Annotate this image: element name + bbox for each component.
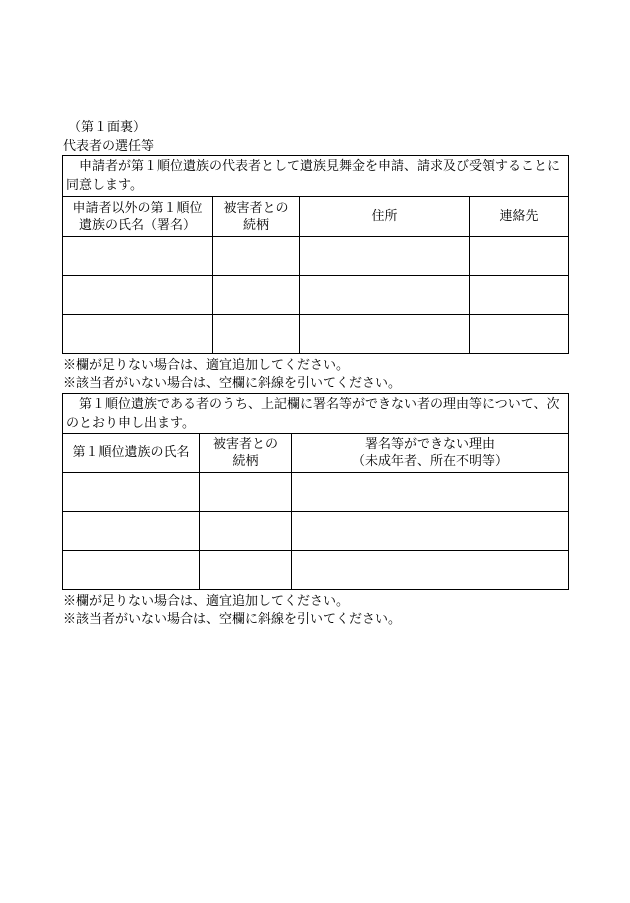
- contact-cell[interactable]: [470, 315, 569, 354]
- name-signature-cell[interactable]: [63, 276, 213, 315]
- header-family-name-signature: 申請者以外の第１順位 遺族の氏名（署名）: [63, 197, 213, 237]
- header-address: 住所: [300, 197, 470, 237]
- section-title: 代表者の選任等: [63, 139, 155, 154]
- relationship-cell[interactable]: [213, 237, 300, 276]
- relationship-cell[interactable]: [213, 315, 300, 354]
- table-row: [63, 315, 569, 354]
- header-relationship: 被害者との 続柄: [213, 197, 300, 237]
- relationship-cell[interactable]: [200, 473, 292, 512]
- representative-consent-table: [62, 155, 569, 354]
- reason-cell[interactable]: [292, 473, 569, 512]
- table-row: [63, 473, 569, 512]
- table-row: [63, 237, 569, 276]
- table-row: [63, 512, 569, 551]
- table-row: [63, 551, 569, 590]
- note-strike-blank: ※該当者がいない場合は、空欄に斜線を引いてください。: [63, 376, 402, 391]
- contact-cell[interactable]: [470, 237, 569, 276]
- name-signature-cell[interactable]: [63, 237, 213, 276]
- name-signature-cell[interactable]: [63, 315, 213, 354]
- contact-cell[interactable]: [470, 276, 569, 315]
- unable-to-sign-statement: 第１順位遺族である者のうち、上記欄に署名等ができない者の理由等について、次のとおり申し出ます。: [63, 394, 569, 434]
- note-strike-blank: ※該当者がいない場合は、空欄に斜線を引いてください。: [63, 612, 402, 627]
- address-cell[interactable]: [300, 315, 470, 354]
- relationship-cell[interactable]: [200, 512, 292, 551]
- header-relationship: 被害者との 続柄: [200, 434, 292, 473]
- address-cell[interactable]: [300, 276, 470, 315]
- consent-statement: 申請者が第１順位遺族の代表者として遺族見舞金を申請、請求及び受領することに同意します。: [63, 156, 569, 197]
- unable-to-sign-table: [62, 393, 569, 590]
- header-contact: 連絡先: [470, 197, 569, 237]
- relationship-cell[interactable]: [200, 551, 292, 590]
- family-name-cell[interactable]: [63, 512, 200, 551]
- reason-cell[interactable]: [292, 512, 569, 551]
- address-cell[interactable]: [300, 237, 470, 276]
- family-name-cell[interactable]: [63, 551, 200, 590]
- header-reason: 署名等ができない理由 （未成年者、所在不明等）: [292, 434, 569, 473]
- reason-cell[interactable]: [292, 551, 569, 590]
- note-add-rows: ※欄が足りない場合は、適宜追加してください。: [63, 594, 350, 609]
- page-label: （第１面裏）: [68, 120, 147, 135]
- note-add-rows: ※欄が足りない場合は、適宜追加してください。: [63, 358, 350, 373]
- table-row: [63, 276, 569, 315]
- relationship-cell[interactable]: [213, 276, 300, 315]
- header-family-name: 第１順位遺族の氏名: [63, 434, 200, 473]
- family-name-cell[interactable]: [63, 473, 200, 512]
